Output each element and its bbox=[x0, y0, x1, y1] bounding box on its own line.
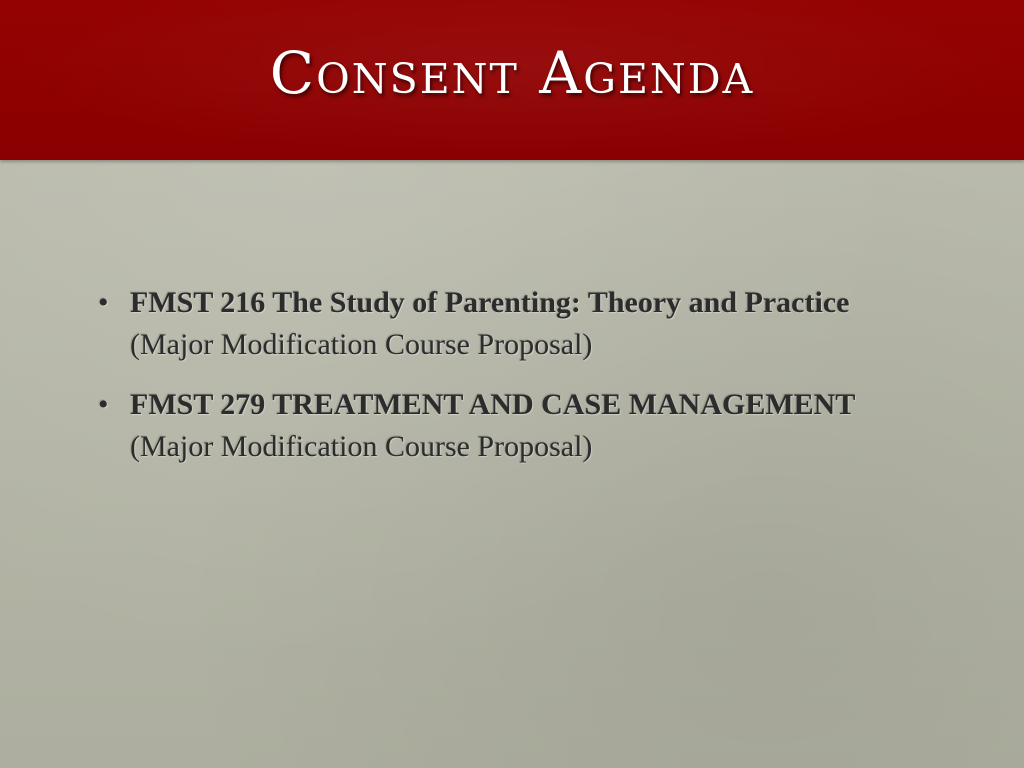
list-item bbox=[98, 282, 858, 366]
course-note: (Major Modification Course Proposal) bbox=[130, 328, 593, 361]
course-note: (Major Modification Course Proposal) bbox=[130, 430, 593, 463]
course-title: FMST 216 The Study of Parenting: Theory and Practice bbox=[130, 286, 850, 319]
bullet-icon: • bbox=[98, 388, 109, 421]
title-bar bbox=[0, 0, 1024, 160]
bullet-icon: • bbox=[98, 286, 109, 319]
list-item bbox=[98, 384, 858, 468]
slide-title: Consent Agenda bbox=[269, 39, 755, 107]
course-title: FMST 279 TREATMENT AND CASE MANAGEMENT bbox=[130, 388, 856, 421]
bullet-list bbox=[98, 282, 858, 486]
